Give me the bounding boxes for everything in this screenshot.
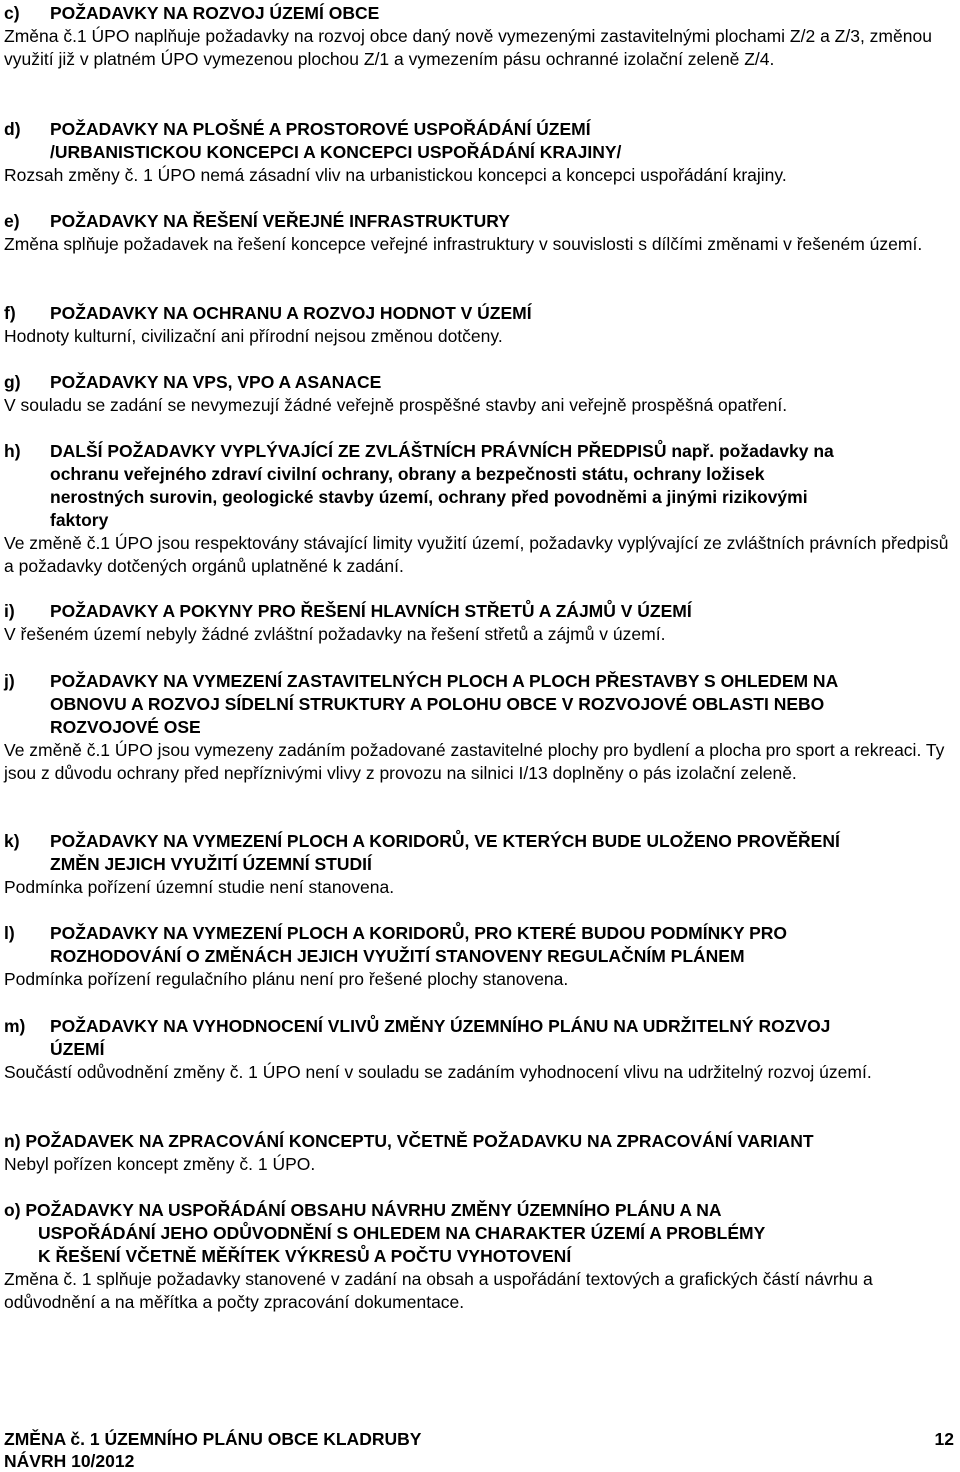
section-h-title-cont-2: nerostných surovin, geologické stavby území, ochrany před povodněmi a jinými rizikovými xyxy=(50,487,808,507)
section-d-title: POŽADAVKY NA PLOŠNÉ A PROSTOROVÉ USPOŘÁDÁNÍ ÚZEMÍ xyxy=(50,119,591,139)
section-d-heading xyxy=(4,118,956,164)
footer-subtitle: NÁVRH 10/2012 xyxy=(4,1451,135,1471)
section-k-label: k) xyxy=(4,831,20,851)
section-g-label: g) xyxy=(4,372,21,392)
footer-title: ZMĚNA č. 1 ÚZEMNÍHO PLÁNU OBCE KLADRUBY xyxy=(4,1429,422,1449)
section-l-title: POŽADAVKY NA VYMEZENÍ PLOCH A KORIDORŮ, PRO KTERÉ BUDOU PODMÍNKY PRO xyxy=(50,923,787,943)
section-f-title: POŽADAVKY NA OCHRANU A ROZVOJ HODNOT V ÚZEMÍ xyxy=(50,303,532,323)
section-m-title: POŽADAVKY NA VYHODNOCENÍ VLIVŮ ZMĚNY ÚZEMNÍHO PLÁNU NA UDRŽITELNÝ ROZVOJ xyxy=(50,1016,831,1036)
section-j-body: Ve změně č.1 ÚPO jsou vymezeny zadáním požadované zastavitelné plochy pro bydlení a plocha pro sport a rekreaci. Ty jsou z důvodu ochrany před nepříznivými vlivy z provozu na silnici I/13 doplněny o pás izolační zeleně. xyxy=(4,740,945,783)
section-j xyxy=(4,670,956,785)
section-l xyxy=(4,922,956,991)
section-m-heading xyxy=(4,1015,956,1061)
section-f-heading xyxy=(4,302,956,325)
section-o-title: o) POŽADAVKY NA USPOŘÁDÁNÍ OBSAHU NÁVRHU ZMĚNY ÚZEMNÍHO PLÁNU A NA xyxy=(4,1200,722,1220)
section-h-heading xyxy=(4,440,956,532)
section-n-body: Nebyl pořízen koncept změny č. 1 ÚPO. xyxy=(4,1154,316,1174)
section-k-heading xyxy=(4,830,956,876)
section-m-label: m) xyxy=(4,1016,26,1036)
section-f-label: f) xyxy=(4,303,16,323)
section-j-title: POŽADAVKY NA VYMEZENÍ ZASTAVITELNÝCH PLOCH A PLOCH PŘESTAVBY S OHLEDEM NA xyxy=(50,671,839,691)
page-number: 12 xyxy=(934,1429,954,1449)
section-c xyxy=(4,2,956,71)
section-c-label: c) xyxy=(4,3,20,23)
section-h-label: h) xyxy=(4,441,21,461)
section-e-label: e) xyxy=(4,211,20,231)
section-c-body: Změna č.1 ÚPO naplňuje požadavky na rozvoj obce daný nově vymezenými zastavitelnými plochami Z/2 a Z/3, změnou využití již v platném ÚPO vymezenou plochou Z/1 a vymezením pásu ochranné izolační zeleně Z/4. xyxy=(4,26,932,69)
section-j-title-cont-1: OBNOVU A ROZVOJ SÍDELNÍ STRUKTURY A POLOHU OBCE V ROZVOJOVÉ OBLASTI NEBO xyxy=(50,694,825,714)
section-i xyxy=(4,600,956,646)
section-o-heading xyxy=(4,1199,956,1268)
section-j-heading xyxy=(4,670,956,739)
section-h xyxy=(4,440,956,578)
section-g xyxy=(4,371,956,417)
section-m-body: Součástí odůvodnění změny č. 1 ÚPO není v souladu se zadáním vyhodnocení vlivu na udržitelný rozvoj území. xyxy=(4,1062,872,1082)
section-h-title: DALŠÍ POŽADAVKY VYPLÝVAJÍCÍ ZE ZVLÁŠTNÍCH PRÁVNÍCH PŘEDPISŮ např. požadavky na xyxy=(50,441,834,461)
section-o-body: Změna č. 1 splňuje požadavky stanovené v zadání na obsah a uspořádání textových a grafických částí návrhu a odůvodnění a na měřítka a počty zpracování dokumentace. xyxy=(4,1269,873,1312)
section-e-heading xyxy=(4,210,956,233)
section-i-title: POŽADAVKY A POKYNY PRO ŘEŠENÍ HLAVNÍCH STŘETŮ A ZÁJMŮ V ÚZEMÍ xyxy=(50,601,692,621)
section-c-heading xyxy=(4,2,956,25)
section-f-body: Hodnoty kulturní, civilizační ani přírodní nejsou změnou dotčeny. xyxy=(4,326,503,346)
section-m xyxy=(4,1015,956,1084)
section-i-label: i) xyxy=(4,601,15,621)
section-c-title: POŽADAVKY NA ROZVOJ ÚZEMÍ OBCE xyxy=(50,3,380,23)
section-o xyxy=(4,1199,956,1314)
section-h-body: Ve změně č.1 ÚPO jsou respektovány stávající limity využití území, požadavky vyplývající ze zvláštních právních předpisů a požadavky dotčených orgánů uplatněné k zadání. xyxy=(4,533,949,576)
section-d-body: Rozsah změny č. 1 ÚPO nemá zásadní vliv na urbanistickou koncepci a koncepci uspořádání krajiny. xyxy=(4,165,787,185)
section-n xyxy=(4,1130,956,1176)
section-i-heading xyxy=(4,600,956,623)
section-l-title-cont: ROZHODOVÁNÍ O ZMĚNÁCH JEJICH VYUŽITÍ STANOVENY REGULAČNÍM PLÁNEM xyxy=(50,946,745,966)
section-d-label: d) xyxy=(4,119,21,139)
section-k xyxy=(4,830,956,899)
section-h-title-cont-3: faktory xyxy=(50,510,109,530)
section-j-label: j) xyxy=(4,671,15,691)
section-o-title-cont-1: USPOŘÁDÁNÍ JEHO ODŮVODNĚNÍ S OHLEDEM NA CHARAKTER ÚZEMÍ A PROBLÉMY xyxy=(38,1223,766,1243)
section-h-title-cont-1: ochranu veřejného zdraví civilní ochrany, obrany a bezpečnosti státu, ochrany ložisek xyxy=(50,464,765,484)
section-e-title: POŽADAVKY NA ŘEŠENÍ VEŘEJNÉ INFRASTRUKTURY xyxy=(50,211,510,231)
section-l-heading xyxy=(4,922,956,968)
section-d xyxy=(4,118,956,187)
section-o-title-cont-2: K ŘEŠENÍ VČETNĚ MĚŘÍTEK VÝKRESŮ A POČTU VYHOTOVENÍ xyxy=(38,1246,572,1266)
section-l-label: l) xyxy=(4,923,15,943)
section-n-title: n) POŽADAVEK NA ZPRACOVÁNÍ KONCEPTU, VČETNĚ POŽADAVKU NA ZPRACOVÁNÍ VARIANT xyxy=(4,1131,814,1151)
page-footer xyxy=(4,1428,956,1472)
section-k-body: Podmínka pořízení územní studie není stanovena. xyxy=(4,877,395,897)
section-g-body: V souladu se zadání se nevymezují žádné veřejně prospěšné stavby ani veřejně prospěšná opatření. xyxy=(4,395,788,415)
section-l-body: Podmínka pořízení regulačního plánu není pro řešené plochy stanovena. xyxy=(4,969,569,989)
section-k-title: POŽADAVKY NA VYMEZENÍ PLOCH A KORIDORŮ, VE KTERÝCH BUDE ULOŽENO PROVĚŘENÍ xyxy=(50,831,840,851)
section-m-title-cont: ÚZEMÍ xyxy=(50,1039,105,1059)
section-i-body: V řešeném území nebyly žádné zvláštní požadavky na řešení střetů a zájmů v území. xyxy=(4,624,666,644)
section-d-title-cont: /URBANISTICKOU KONCEPCI A KONCEPCI USPOŘÁDÁNÍ KRAJINY/ xyxy=(50,142,622,162)
section-g-title: POŽADAVKY NA VPS, VPO A ASANACE xyxy=(50,372,382,392)
section-e xyxy=(4,210,956,256)
section-f xyxy=(4,302,956,348)
section-g-heading xyxy=(4,371,956,394)
section-k-title-cont: ZMĚN JEJICH VYUŽITÍ ÚZEMNÍ STUDIÍ xyxy=(50,854,372,874)
section-e-body: Změna splňuje požadavek na řešení koncepce veřejné infrastruktury v souvislosti s dílčími změnami v řešeném území. xyxy=(4,234,923,254)
section-j-title-cont-2: ROZVOJOVÉ OSE xyxy=(50,717,201,737)
